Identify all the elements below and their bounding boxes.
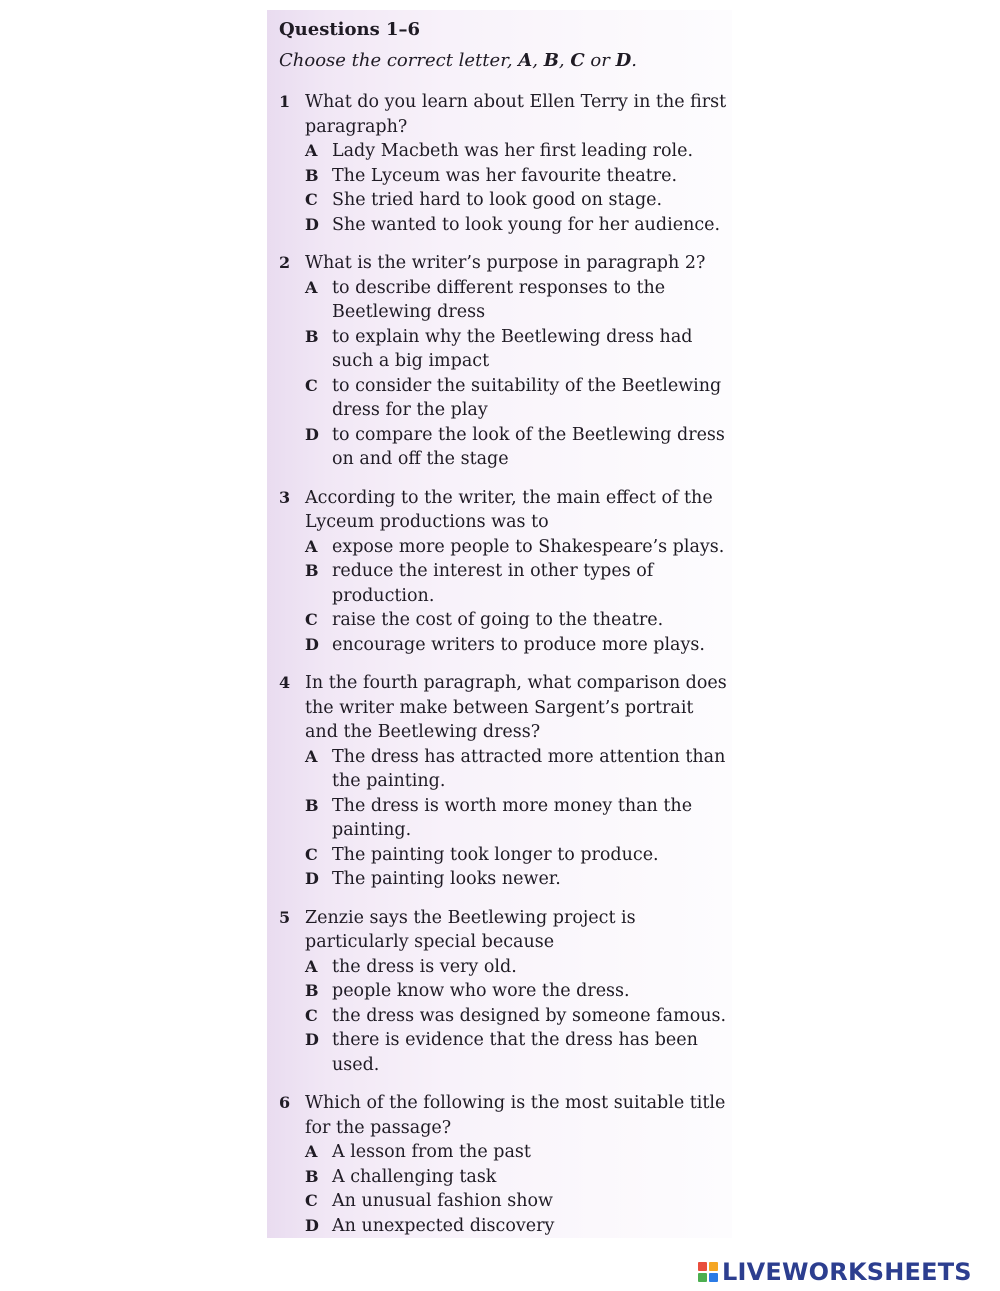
option-c[interactable] [305,374,729,423]
option-d[interactable] [305,1028,729,1077]
option-d[interactable] [305,423,729,472]
answer-options [279,745,729,892]
question-number: 6 [279,1093,291,1112]
option-d[interactable] [305,1214,729,1239]
option-text: to describe different responses to the Beetlewing dress [332,277,666,322]
logo-square-blue [709,1273,718,1282]
liveworksheets-logo[interactable] [698,1257,972,1287]
option-letter: D [305,869,319,888]
answer-options [279,276,729,472]
option-letter: D [305,1030,319,1049]
question-4 [279,671,729,892]
option-letter: C [305,375,318,395]
question-text: According to the writer, the main effect of the Lyceum productions was to [305,487,713,532]
option-a[interactable] [305,1140,729,1165]
option-text: to compare the look of the Beetlewing dress on and off the stage [332,424,725,469]
question-3 [279,486,729,658]
option-b[interactable] [305,164,729,189]
section-heading: Questions 1–6 [279,19,421,40]
question-number: 1 [279,92,291,111]
option-text: Lady Macbeth was her first leading role. [332,141,694,161]
option-letter: D [305,214,319,234]
option-letter: A [305,141,318,160]
option-letter: D [305,634,319,654]
option-c[interactable] [305,843,729,868]
option-letter: B [305,326,319,346]
option-letter: C [305,1005,318,1025]
option-b[interactable] [305,794,729,843]
option-letter: B [305,165,319,185]
question-5 [279,906,729,1078]
option-c[interactable] [305,1189,729,1214]
question-1 [279,90,729,237]
option-letter: C [305,1191,318,1210]
option-b[interactable] [305,1165,729,1190]
option-c[interactable] [305,608,729,633]
option-text: The painting took longer to produce. [332,844,659,865]
option-text: to consider the suitability of the Beetlewing dress for the play [332,375,722,420]
option-letter: A [305,536,318,556]
option-letter: C [305,190,318,209]
answer-options [279,535,729,658]
question-text: What is the writer’s purpose in paragraph 2? [305,253,706,273]
logo-square-orange [709,1262,718,1271]
option-letter: B [305,981,319,1000]
option-letter: A [305,277,318,297]
option-d[interactable] [305,633,729,658]
answer-options [279,955,729,1078]
logo-square-red [698,1262,707,1271]
option-text: A challenging task [332,1166,497,1187]
option-a[interactable] [305,955,729,980]
question-text: Zenzie says the Beetlewing project is particularly special because [305,907,636,952]
question-list [279,90,729,1238]
question-text: In the fourth paragraph, what comparison does the writer make between Sargent’s portrait and the Beetlewing dress? [305,673,727,742]
option-text: The dress has attracted more attention than the painting. [332,746,726,791]
option-c[interactable] [305,188,729,213]
logo-square-green [698,1273,707,1282]
option-text: A lesson from the past [332,1142,531,1162]
option-letter: C [305,844,318,864]
option-letter: D [305,424,319,444]
option-d[interactable] [305,867,729,892]
option-letter: A [305,956,318,976]
question-number: 4 [279,673,291,692]
instruction-text: Choose the correct letter, A, B, C or D. [279,50,637,71]
question-number: 2 [279,253,291,272]
question-6 [279,1091,729,1238]
option-a[interactable] [305,276,729,325]
option-text: reduce the interest in other types of production. [332,561,654,606]
option-a[interactable] [305,139,729,164]
option-text: She tried hard to look good on stage. [332,190,663,210]
question-text: What do you learn about Ellen Terry in the first paragraph? [305,92,727,137]
question-number: 3 [279,487,291,507]
logo-mark-icon [698,1262,718,1282]
option-letter: A [305,1142,318,1161]
option-text: An unusual fashion show [332,1191,554,1211]
option-letter: B [305,795,319,815]
option-text: to explain why the Beetlewing dress had such a big impact [332,326,693,371]
option-text: the dress is very old. [332,956,517,977]
worksheet [279,18,729,1238]
option-letter: B [305,1166,319,1186]
option-text: encourage writers to produce more plays. [332,634,705,655]
question-number: 5 [279,907,291,927]
question-2 [279,251,729,472]
option-a[interactable] [305,535,729,560]
option-b[interactable] [305,559,729,608]
option-text: The Lyceum was her favourite theatre. [332,165,678,186]
option-b[interactable] [305,979,729,1004]
logo-text: LIVEWORKSHEETS [722,1258,972,1286]
option-text: there is evidence that the dress has been used. [332,1030,698,1075]
option-letter: C [305,610,318,629]
option-text: people know who wore the dress. [332,981,630,1001]
option-text: She wanted to look young for her audience. [332,214,721,235]
option-c[interactable] [305,1004,729,1029]
option-b[interactable] [305,325,729,374]
option-letter: B [305,561,319,580]
option-letter: A [305,746,318,766]
question-text: Which of the following is the most suitable title for the passage? [305,1093,726,1138]
option-text: The dress is worth more money than the painting. [332,795,693,840]
answer-options [279,139,729,237]
option-d[interactable] [305,213,729,238]
option-text: expose more people to Shakespeare’s plays. [332,536,725,557]
option-text: An unexpected discovery [332,1215,555,1236]
option-text: The painting looks newer. [332,869,561,889]
option-text: the dress was designed by someone famous. [332,1005,727,1026]
option-letter: D [305,1215,319,1235]
answer-options [279,1140,729,1238]
option-text: raise the cost of going to the theatre. [332,610,664,630]
option-a[interactable] [305,745,729,794]
